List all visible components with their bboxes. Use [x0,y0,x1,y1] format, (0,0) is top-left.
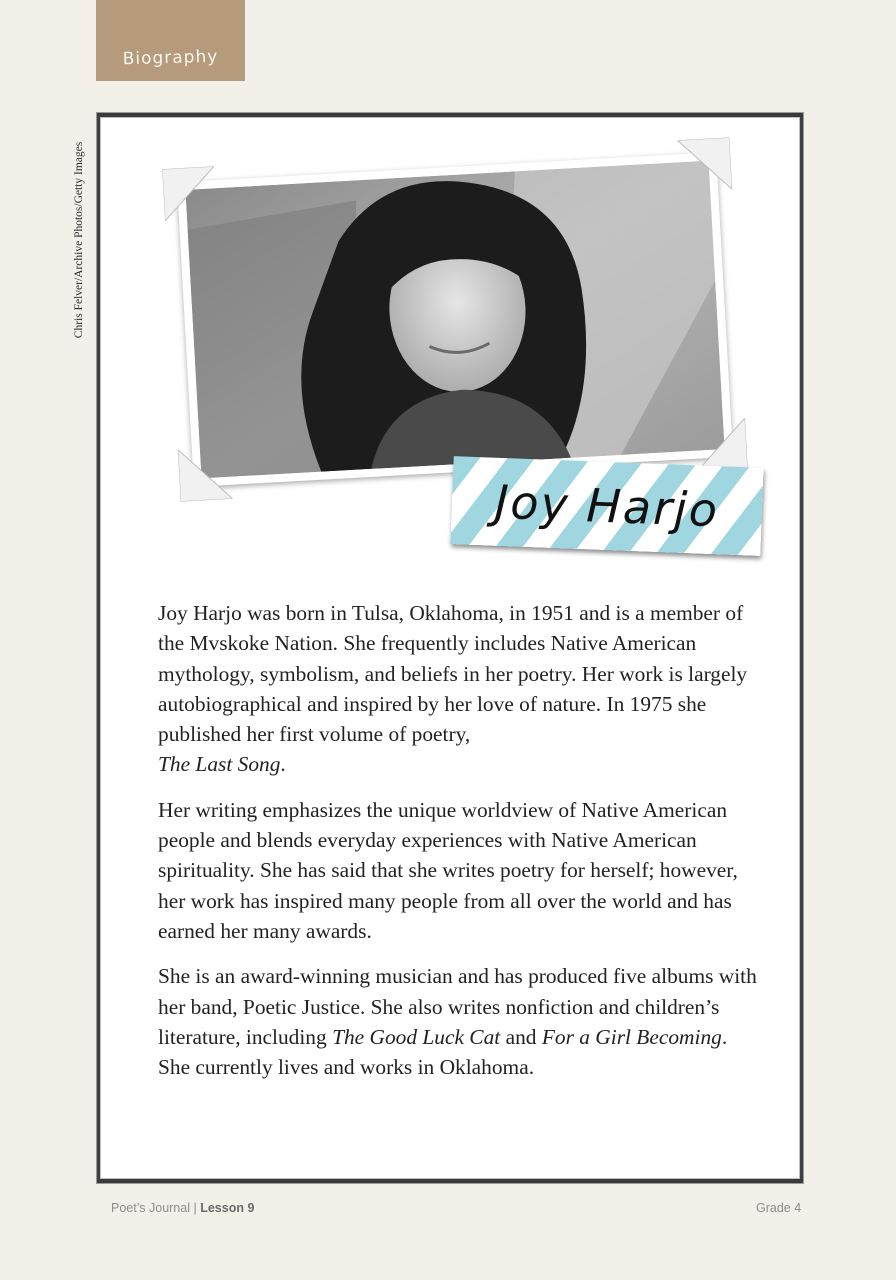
photo-corner-top-right [677,137,732,192]
biography-card [97,113,803,1183]
photo-corner-top-left [162,166,217,221]
portrait-photo-frame [177,152,733,487]
photo-credit: Chris Felver/Archive Photos/Getty Images [73,141,85,339]
footer-grade: Grade 4 [756,1201,802,1215]
book-title: For a Girl Becoming [541,1024,722,1049]
photo-corner-bottom-right [693,418,748,473]
photo-corner-bottom-left [178,447,233,502]
name-tape-label [450,456,763,556]
footer-lesson: Lesson 9 [200,1201,255,1215]
bio-paragraph-3: She is an award-winning musician and has produced five albums with her band, Poetic Justice. She also writes nonfiction and children’s literature, including The Good Luck Cat and For a Girl Becoming. She currently lives and works in Oklahoma. [158,964,757,1080]
bio-paragraph-2: Her writing emphasizes the unique worldview of Native American people and blends everyday experiences with Native American spirituality. She has said that she writes poetry for herself; however, her work has inspired many people from all over the world and has earned her many awards. [158,797,738,943]
book-title: The Last Song [158,752,281,777]
bio-paragraph-1: Joy Harjo was born in Tulsa, Oklahoma, in 1951 and is a member of the Mvskoke Nation. She frequently includes Native American mythology, symbolism, and beliefs in her poetry. Her work is largely autobiographical and inspired by her love of nature. In 1975 she published her first volume of poetry, The Last Song. [158,601,748,777]
book-title: The Good Luck Cat [332,1024,501,1049]
section-tab [96,0,245,81]
poet-name: Joy Harjo [493,474,721,538]
portrait-photo [185,161,724,479]
section-tab-label: Biography [122,46,219,70]
footer-journal: Poet’s Journal | Lesson 9 [111,1201,255,1215]
biography-text [158,598,758,1097]
